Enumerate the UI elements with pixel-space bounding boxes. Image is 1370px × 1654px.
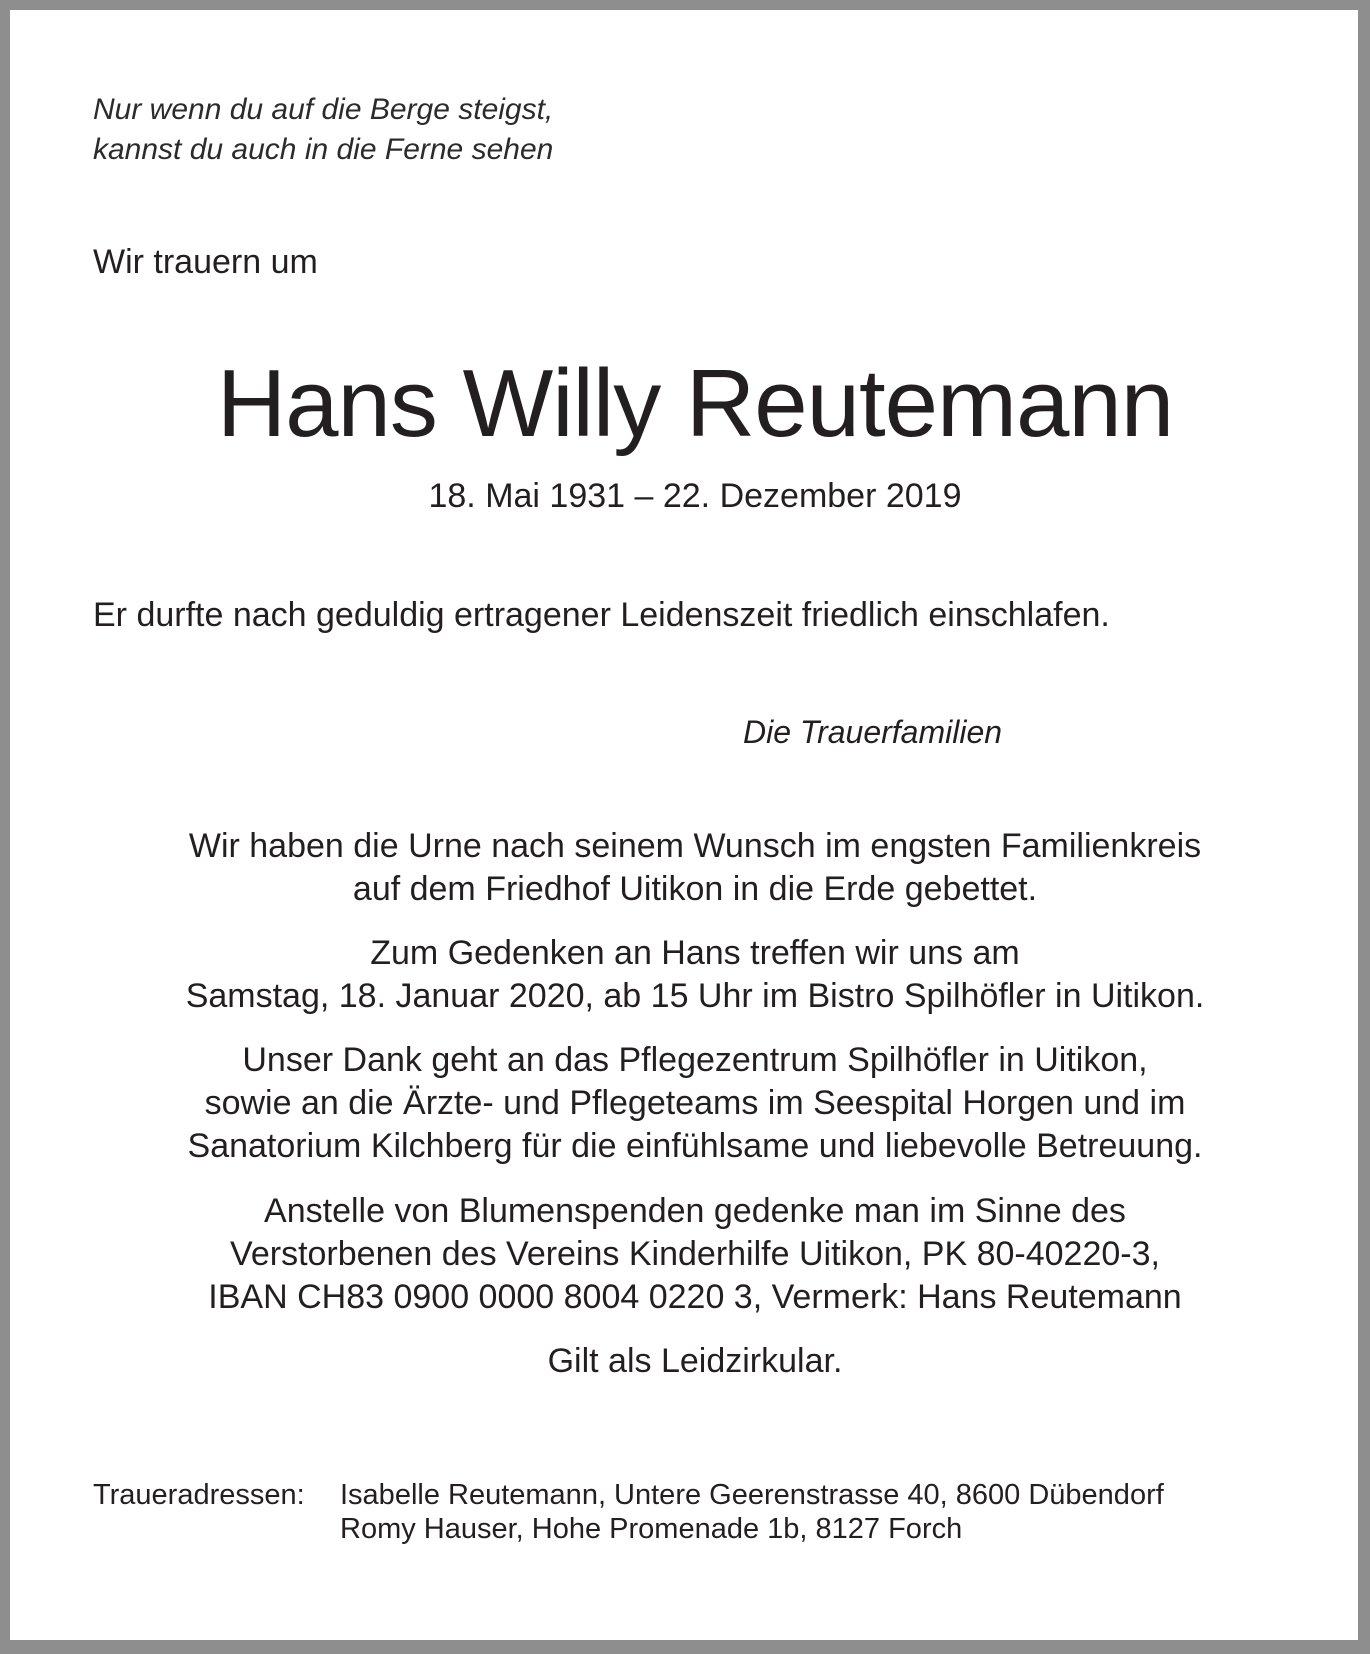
motto-line: kannst du auch in die Ferne sehen [93,133,554,166]
addresses-label: Traueradressen: [93,1479,305,1511]
paragraph-line: auf dem Friedhof Uitikon in die Erde gebettet. [352,870,1038,908]
obituary-page [10,10,1358,1640]
address-entry: Romy Hauser, Hohe Promenade 1b, 8127 Forch [340,1513,963,1545]
addresses-list [340,1478,1164,1546]
burial-paragraph [10,825,1370,911]
memorial-paragraph [10,932,1370,1018]
paragraph-line: Anstelle von Blumenspenden gedenke man im Sinne des [264,1192,1126,1230]
motto-quote [93,90,553,170]
paragraph-line: Gilt als Leidzirkular. [547,1342,843,1380]
paragraph-line: Verstorbenen des Vereins Kinderhilfe Uitikon, PK 80-40220-3, [230,1235,1160,1273]
paragraph-line: Unser Dank geht an das Pflegezentrum Spilhöfler in Uitikon, [242,1041,1148,1079]
paragraph-line: Samstag, 18. Januar 2020, ab 15 Uhr im Bistro Spilhöfler in Uitikon. [185,977,1205,1015]
paragraph-line: IBAN CH83 0900 0000 8004 0220 3, Vermerk: Hans Reutemann [208,1278,1182,1316]
life-dates: 18. Mai 1931 – 22. Dezember 2019 [428,477,962,515]
motto-line: Nur wenn du auf die Berge steigst, [93,93,554,126]
donation-paragraph [10,1190,1370,1319]
paragraph-line: Zum Gedenken an Hans treffen wir uns am [370,934,1020,972]
paragraph-line: Wir haben die Urne nach seinem Wunsch im engsten Familienkreis [188,827,1202,865]
intro-text: Wir trauern um [93,243,318,281]
thanks-paragraph [10,1039,1370,1168]
circular-note [10,1340,1370,1383]
deceased-name: Hans Willy Reutemann [216,350,1174,457]
death-statement: Er durfte nach geduldig ertragener Leidenszeit friedlich einschlafen. [93,596,1110,634]
address-entry: Isabelle Reutemann, Untere Geerenstrasse 40, 8600 Dübendorf [340,1479,1164,1511]
paragraph-line: sowie an die Ärzte- und Pflegeteams im Seespital Horgen und im [204,1084,1186,1122]
family-signature: Die Trauerfamilien [743,714,1003,750]
paragraph-line: Sanatorium Kilchberg für die einfühlsame und liebevolle Betreuung. [187,1127,1203,1165]
